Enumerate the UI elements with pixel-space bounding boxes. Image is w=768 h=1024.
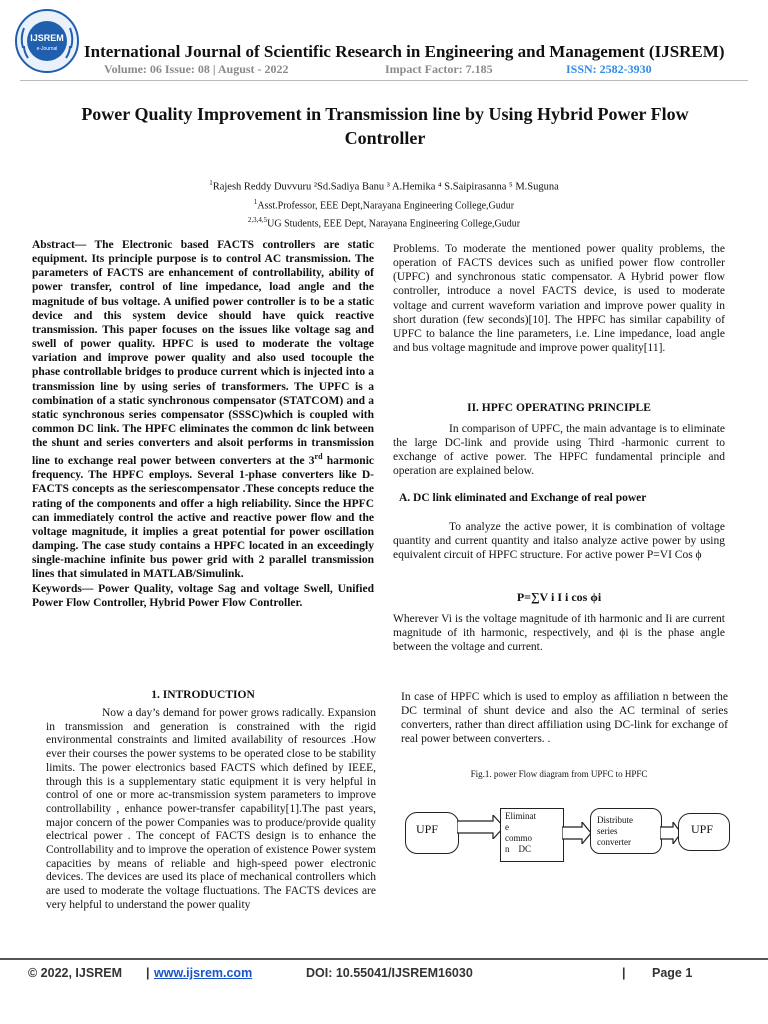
footer-url-link[interactable]: www.ijsrem.com — [154, 966, 253, 980]
right-para-1: Problems. To moderate the mentioned power quality problems, the operation of FACTS devices such as unified power flow controller (UPFC) and synchronous static compensator. A Hybrid power flow controller, introduce a novel FACTS device, is used to moderate voltage and current waveform variation and improve power quality in short duration (few seconds)[10]. The HPFC has similar capability of UPFC to balance the line parameters, i.e. Line impedance, load angle and bus voltage magnitude and improve power quality[11]. — [393, 243, 725, 355]
logo-text: IJSREM — [30, 33, 64, 43]
eliminate-dc-box: Eliminat e commo n DC — [500, 808, 564, 862]
power-formula: P=∑V i I i cos ϕi — [516, 590, 602, 604]
impact-factor: Impact Factor: 7.185 — [385, 62, 493, 76]
title-line-1: Power Quality Improvement in Transmission line by Using Hybrid Power Flow — [81, 104, 689, 124]
footer-divider — [0, 958, 768, 960]
footer-separator-2: | — [622, 966, 626, 980]
intro-heading: 1. INTRODUCTION — [151, 689, 255, 701]
arrow-1 — [457, 815, 505, 839]
subsection-a-text: To analyze the active power, it is combination of voltage quantity and current quantity and italso analyze active power by using equivalent circuit of HPFC structure. For active power P=VI Cos ϕ — [393, 521, 725, 562]
abstract-text: Abstract— The Electronic based FACTS controllers are static equipment. Its principle purpose is to control AC transmission. The parameters of FACTS are enhancement of controllability, ability of power transfer, control of line impedance, load angle and the magnitude of bus voltage. A unified power controller is to be a static device and this system device should have quick reactive transmission. This paper focuses on the issues like voltage sag and swell of power quality. HPFC is used to moderate the voltage variation and improve power quality and also used tocouple the phase controllable bridges to produce current which is injected into a transmission line by using series of transformers. The UPFC is a combination of a static synchronous compensator (STATCOM) and a static synchronous series compensator (SSSC)which is coupled with common DC link. The HPFC eliminates the common dc link between the shunt and series converters and alsoit performs in transmission line to exchange real power between converters at the 3rd harmonic frequency. The HPFC employs. Several 1-phase converters like D-FACTS concepts as the seriescompensator .These concepts reduce the rating of the components and offer a high reliability. Since the HPFC can immediately control the active and reactive power flow and the voltage magnitude, it implies a great potential for power oscillation damping. The case study contains a HPFC located in an exceedingly single-machine infinite bus power grid with 2 parallel transmission lines that simulated in MATLAB/Simulink. — [32, 239, 374, 581]
footer-doi: DOI: 10.55041/IJSREM16030 — [306, 966, 473, 980]
upfc-box-left: UPF — [405, 812, 459, 854]
affiliation-1: $^1$Asst.Professor, EEE Dept,Narayana Engineering College,Gudur — [253, 197, 515, 211]
affiliation-2: $^{2,3,4,5}$UG Students, EEE Dept, Narayana Engineering College,Gudur — [247, 215, 521, 230]
paper-title — [30, 102, 740, 150]
subsection-a-heading: A. DC link eliminated and Exchange of real power — [399, 492, 647, 504]
author-list: $^1$Rajesh Reddy Duvvuru ²Sd.Sadiya Banu ³ A.Hemika ⁴ S.Saipirasanna ⁵ M.Suguna — [209, 179, 559, 193]
footer-separator-1: | — [146, 966, 150, 980]
logo-subtext: e-Journal — [36, 46, 58, 52]
where-text: Wherever Vi is the voltage magnitude of ith harmonic and Ii are current magnitude of ith harmonic, respectively, and ϕi is the phase angle between the voltage and current. — [393, 613, 725, 654]
hpfc-para: In case of HPFC which is used to employ as affiliation n between the DC terminal of shunt device and also the AC terminal of series converters, rather than direct affiliation using DC-link for exchange of real power between converters. . — [401, 691, 728, 746]
page-number: Page 1 — [652, 966, 693, 980]
volume-info: Volume: 06 Issue: 08 | August - 2022 — [104, 62, 289, 76]
section-2-heading: II. HPFC OPERATING PRINCIPLE — [467, 402, 651, 414]
journal-title: International Journal of Scientific Research in Engineering and Management (IJSREM) — [84, 42, 725, 61]
footer-copyright: © 2022, IJSREM — [28, 966, 122, 980]
journal-logo — [14, 8, 80, 74]
issn: ISSN: 2582-3930 — [566, 62, 652, 76]
header-divider — [20, 80, 748, 81]
keywords: Keywords— Power Quality, voltage Sag and voltage Swell, Unified Power Flow Controller, Hybrid Power Flow Controller. — [32, 582, 374, 609]
title-line-2: Controller — [344, 128, 426, 148]
intro-text: Now a day’s demand for power grows radically. Expansion in transmission and generation is constrained with the rigid environmental constraints and limited availability of resources .How ever their courses the power systems to be operated close to be stability limits. The power electronics based FACTS which defined by IEEE, through this is a supplementary static equipment it is very helpful in control of one or more ac-transmission system parameters to improve controllability , enhance power-transfer capability[1].The past years, major concern of the power Companies was to produce/provide quality electrical power . The concept of FACTS design is to enhance the Controllability and to improve the operation of existence Power system capacities by means of reliable and high-speed power electronic devices. The devices are used its place of mechanical controllers which are used to moderate the voltage fluctuations. The FACTS devices are very helpful to understand the power quality — [46, 707, 376, 911]
arrow-2 — [562, 822, 592, 844]
abstract — [32, 238, 374, 610]
figure-caption: Fig.1. power Flow diagram from UPFC to HPFC — [470, 769, 648, 779]
author-block — [80, 176, 688, 231]
section-2-text: In comparison of UPFC, the main advantage is to eliminate the large DC-link and provide using Third -harmonic current to exchange of active power. The HPFC fundamental principle and operation are explained below. — [393, 423, 725, 478]
distribute-series-converter-box: Distribute series converter — [590, 808, 662, 854]
upfc-box-right: UPF — [678, 813, 730, 851]
